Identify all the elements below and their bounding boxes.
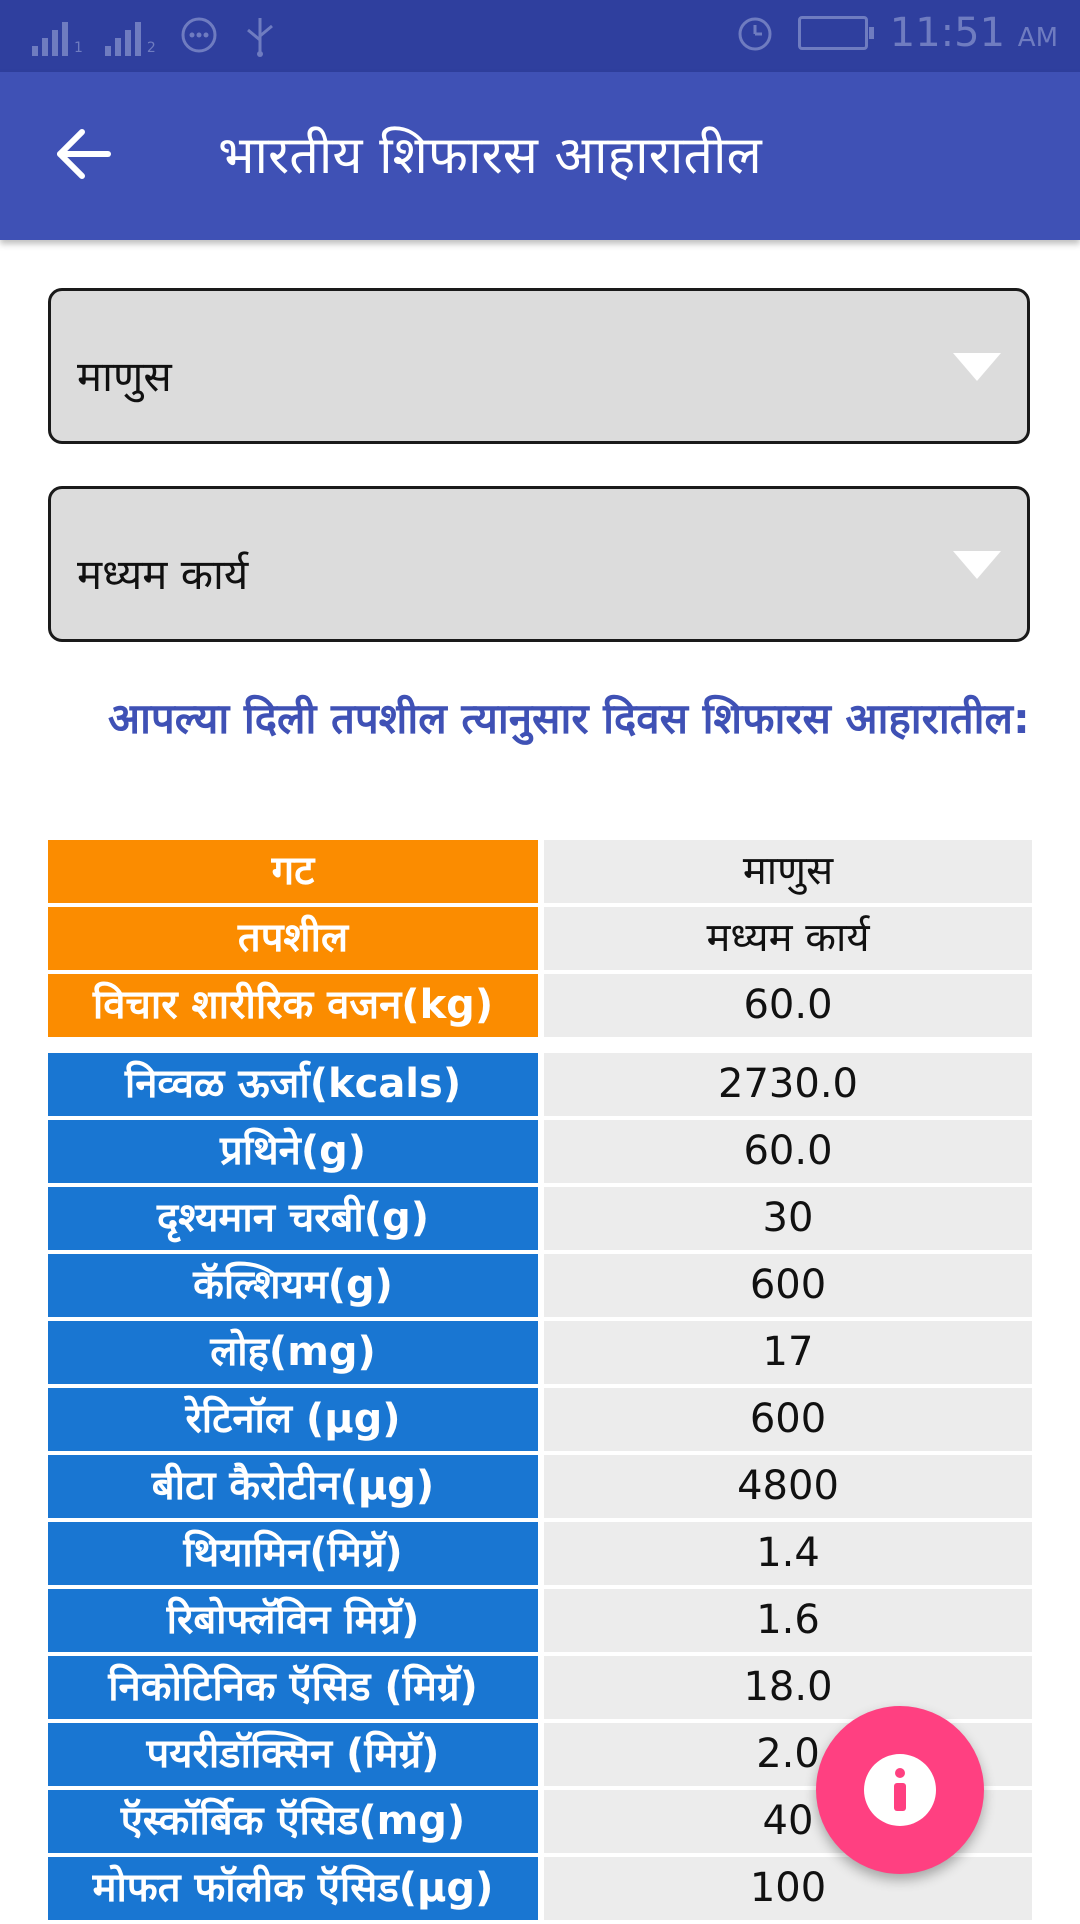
row-label: पयरीडॉक्सिन (मिग्रॅ) xyxy=(48,1723,538,1786)
row-value: 1.4 xyxy=(538,1522,1032,1585)
group-dropdown[interactable] xyxy=(48,288,1030,444)
activity-dropdown[interactable] xyxy=(48,486,1030,642)
row-label: ऍस्कॉर्बिक ऍसिड(mg) xyxy=(48,1790,538,1853)
row-label: मोफत फॉलीक ऍसिड(µg) xyxy=(48,1857,538,1920)
row-label: रिबोफ्लॅविन मिग्रॅ) xyxy=(48,1589,538,1652)
table-row xyxy=(48,1388,1032,1451)
signal-sim2-icon xyxy=(105,16,156,56)
table-row xyxy=(48,1522,1032,1585)
row-value: 40 xyxy=(538,1790,1032,1853)
table-row xyxy=(48,1455,1032,1518)
info-icon xyxy=(864,1754,936,1826)
row-label: निकोटिनिक ऍसिड (मिग्रॅ) xyxy=(48,1656,538,1719)
clock-ampm: AM xyxy=(1017,23,1058,53)
row-value: 4800 xyxy=(538,1455,1032,1518)
app-bar xyxy=(0,72,1080,240)
status-left xyxy=(32,14,278,58)
group-dropdown-value: माणुस xyxy=(77,352,172,401)
row-label: गट xyxy=(48,840,538,903)
row-value: मध्यम कार्य xyxy=(538,907,1032,970)
row-value: 600 xyxy=(538,1254,1032,1317)
row-label: थियामिन(मिग्रॅ) xyxy=(48,1522,538,1585)
row-label: प्रथिने(g) xyxy=(48,1120,538,1183)
arrow-left-icon[interactable] xyxy=(52,122,116,186)
table-row xyxy=(48,1120,1032,1183)
activity-dropdown-value: मध्यम कार्य xyxy=(77,550,249,599)
table-row xyxy=(48,1321,1032,1384)
sim1-label: 1 xyxy=(74,40,83,56)
row-value: 1.6 xyxy=(538,1589,1032,1652)
table-row xyxy=(48,907,1032,970)
row-value: माणुस xyxy=(538,840,1032,903)
battery-icon xyxy=(798,16,868,50)
triangle-down-icon xyxy=(953,551,1001,579)
status-right xyxy=(734,10,1058,56)
chat-icon xyxy=(178,15,220,57)
status-bar xyxy=(0,0,1080,72)
row-value: 30 xyxy=(538,1187,1032,1250)
table-row xyxy=(48,1254,1032,1317)
info-icon-dot xyxy=(895,1768,905,1778)
table-row xyxy=(48,974,1032,1037)
sim2-label: 2 xyxy=(146,40,156,56)
row-value: 600 xyxy=(538,1388,1032,1451)
table-row xyxy=(48,1589,1032,1652)
row-value: 2730.0 xyxy=(538,1053,1032,1116)
table-spacer xyxy=(48,1041,1032,1049)
clock-time: 11:51 xyxy=(889,10,1006,56)
row-label: रेटिनॉल (µg) xyxy=(48,1388,538,1451)
table-row xyxy=(48,840,1032,903)
row-value: 60.0 xyxy=(538,1120,1032,1183)
status-clock xyxy=(890,10,1058,56)
row-value: 17 xyxy=(538,1321,1032,1384)
alarm-icon xyxy=(734,12,776,54)
row-label: दृश्यमान चरबी(g) xyxy=(48,1187,538,1250)
table-row xyxy=(48,1053,1032,1116)
row-label: कॅल्शियम(g) xyxy=(48,1254,538,1317)
row-value: 18.0 xyxy=(538,1656,1032,1719)
row-value: 100 xyxy=(538,1857,1032,1920)
signal-sim1-icon xyxy=(32,16,83,56)
table-row xyxy=(48,1187,1032,1250)
recommendation-heading: आपल्या दिली तपशील त्यानुसार दिवस शिफारस आहारातील: xyxy=(108,694,1030,743)
triangle-down-icon xyxy=(953,353,1001,381)
page-title: भारतीय शिफारस आहारातील xyxy=(218,126,762,186)
row-value: 60.0 xyxy=(538,974,1032,1037)
info-fab-button[interactable] xyxy=(816,1706,984,1874)
row-label: लोह(mg) xyxy=(48,1321,538,1384)
row-label: निव्वळ ऊर्जा(kcals) xyxy=(48,1053,538,1116)
info-icon-bar xyxy=(894,1783,906,1811)
row-label: तपशील xyxy=(48,907,538,970)
row-value: 2.0 xyxy=(538,1723,1032,1786)
usb-icon xyxy=(242,14,278,58)
row-label: बीटा कैरोटीन(µg) xyxy=(48,1455,538,1518)
row-label: विचार शारीरिक वजन(kg) xyxy=(48,974,538,1037)
